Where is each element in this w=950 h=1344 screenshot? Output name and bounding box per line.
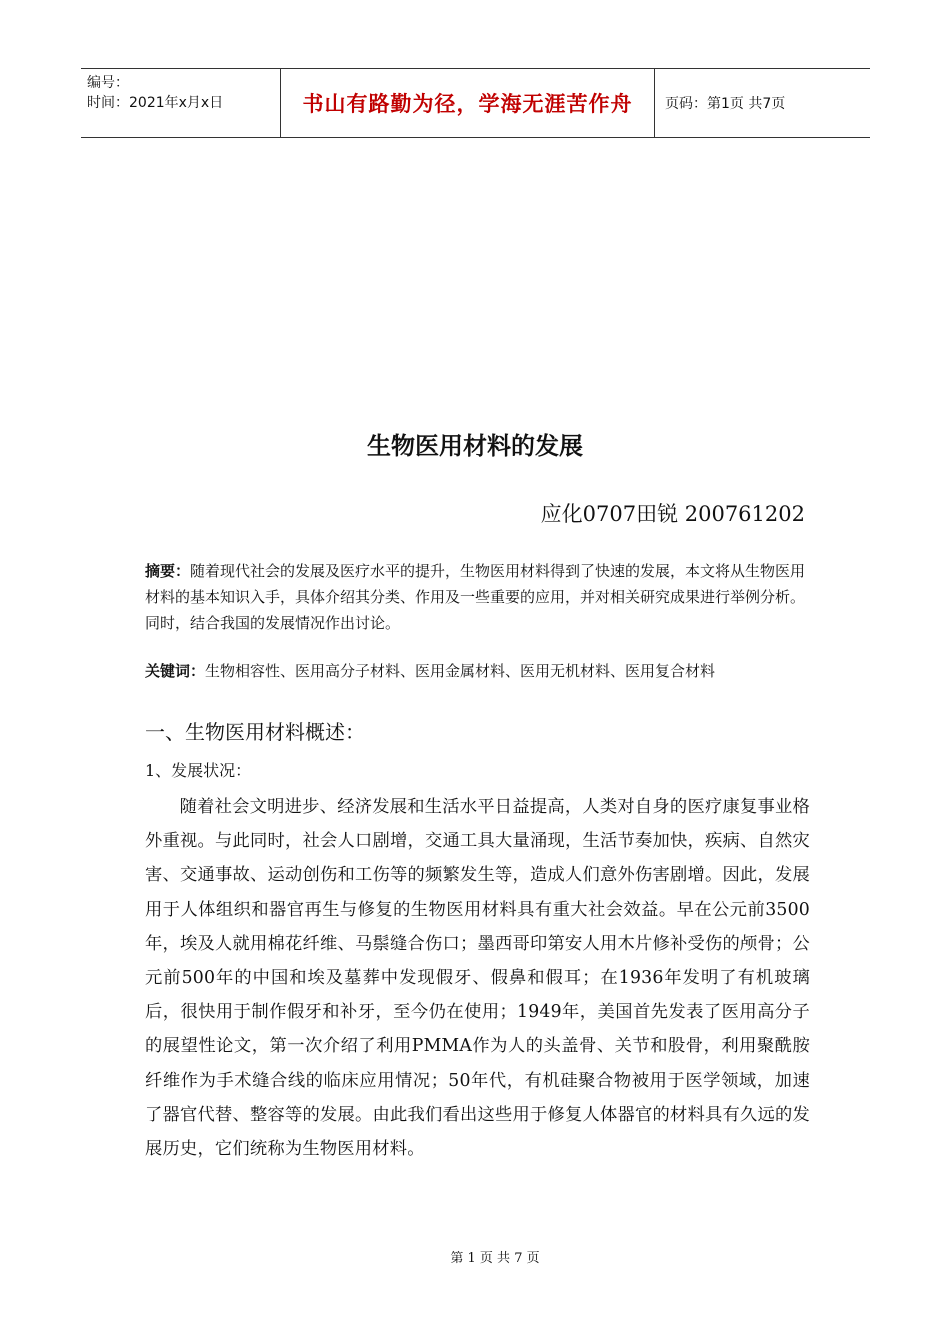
number-label: 编号： (87, 75, 129, 91)
keywords (145, 660, 810, 682)
header-meta-cell (81, 69, 281, 137)
abstract (145, 558, 810, 636)
abstract-text: 随着现代社会的发展及医疗水平的提升，生物医用材料得到了快速的发展，本文将从生物医用材料的基本知识入手，具体介绍其分类、作用及一些重要的应用，并对相关研究成果进行举例分析。同时，结合我国的发展情况作出讨论。 (145, 562, 806, 632)
motto: 书山有路勤为径，学海无涯苦作舟 (281, 69, 655, 137)
time-label: 时间：2021年x月x日 (87, 95, 224, 111)
author-line: 应化0707田锐 200761202 (540, 502, 805, 526)
body-paragraph: 随着社会文明进步、经济发展和生活水平日益提高，人类对自身的医疗康复事业格外重视。与此同时，社会人口剧增，交通工具大量涌现，生活节奏加快，疾病、自然灾害、交通事故、运动创伤和工伤等的频繁发生等，造成人们意外伤害剧增。因此，发展用于人体组织和器官再生与修复的生物医用材料具有重大社会效益。早在公元前3500年，埃及人就用棉花纤维、马鬃缝合伤口；墨西哥印第安人用木片修补受伤的颅骨；公元前500年的中国和埃及墓葬中发现假牙、假鼻和假耳；在1936年发明了有机玻璃后，很快用于制作假牙和补牙，至今仍在使用；1949年，美国首先发表了医用高分子的展望性论文，第一次介绍了利用PMMA作为人的头盖骨、关节和股骨，利用聚酰胺纤维作为手术缝合线的临床应用情况；50年代，有机硅聚合物被用于医学领域，加速了器官代替、整容等的发展。由此我们看出这些用于修复人体器官的材料具有久远的发展历史，它们统称为生物医用材料。 (145, 797, 810, 1160)
document-title: 生物医用材料的发展 (367, 432, 583, 460)
section-heading: 一、生物医用材料概述： (145, 720, 365, 744)
page-label: 页码：第1页 共7页 (665, 96, 786, 112)
header-table (81, 68, 870, 138)
subsection-heading: 1、发展状况： (145, 761, 252, 780)
keywords-text: 生物相容性、医用高分子材料、医用金属材料、医用无机材料、医用复合材料 (205, 662, 716, 680)
page-footer: 第 1 页 共 7 页 (450, 1251, 540, 1266)
keywords-label: 关键词： (145, 662, 206, 680)
abstract-label: 摘要： (145, 562, 191, 580)
